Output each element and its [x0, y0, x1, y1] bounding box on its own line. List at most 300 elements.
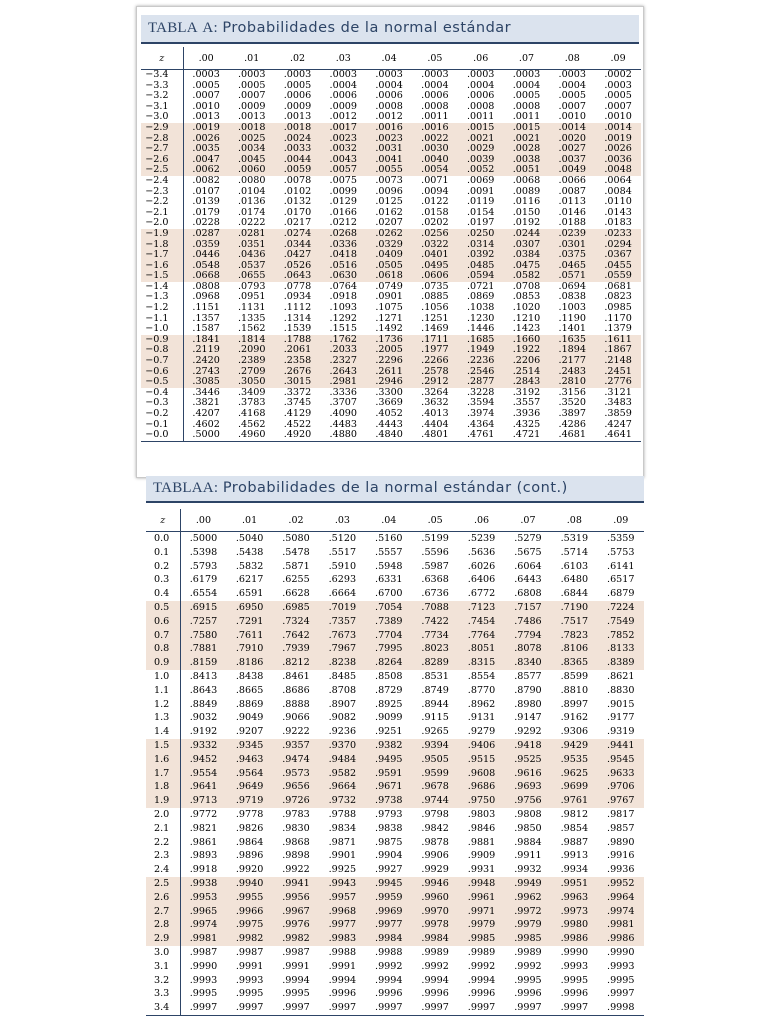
table-row [146, 546, 644, 560]
probability-cell: .3783 [237, 397, 266, 409]
probability-cell: .9993 [189, 974, 218, 986]
probability-cell: .0059 [275, 165, 321, 176]
z-value-cell: −3.0 [141, 112, 183, 123]
z-value-cell: 3.1 [146, 960, 180, 974]
probability-cell: .8869 [235, 698, 264, 710]
probability-cell: .9925 [328, 864, 357, 876]
probability-cell: .6443 [514, 574, 542, 586]
z-value-cell: −1.5 [141, 271, 183, 282]
probability-cell: .1292 [329, 312, 358, 324]
probability-cell: .6915 [180, 601, 226, 615]
column-header: .01 [226, 509, 272, 532]
probability-cell: .2420 [183, 356, 229, 367]
probability-cell: .0418 [320, 250, 366, 261]
probability-cell: .9977 [366, 918, 412, 932]
probability-cell: .2643 [320, 367, 366, 378]
probability-cell: .3520 [558, 397, 586, 409]
probability-cell: .0244 [504, 229, 550, 240]
probability-cell: .0985 [604, 302, 632, 314]
probability-cell: .7580 [180, 629, 226, 643]
probability-cell: .9969 [366, 905, 412, 919]
probability-cell: .7454 [458, 615, 504, 629]
probability-cell: .4286 [558, 418, 586, 430]
probability-cell: .8577 [514, 670, 542, 682]
probability-cell: .9991 [282, 960, 310, 972]
z-value-cell: 2.5 [146, 877, 180, 891]
table-row [146, 822, 644, 836]
probability-cell: .6985 [273, 601, 319, 615]
table-row [146, 684, 644, 698]
probability-cell: .8944 [421, 698, 449, 710]
probability-cell: .9406 [458, 739, 504, 753]
z-value-cell: −1.4 [141, 282, 183, 293]
probability-cell: .0030 [412, 144, 458, 155]
probability-cell: .0019 [183, 123, 229, 134]
probability-cell: .0274 [275, 229, 321, 240]
probability-cell: .7939 [273, 642, 319, 656]
table-row [146, 1001, 644, 1015]
z-value-cell: −0.1 [141, 420, 183, 431]
probability-cell: .9991 [235, 960, 264, 972]
probability-cell: .6480 [560, 574, 589, 586]
probability-cell: .9988 [375, 946, 403, 958]
probability-cell: .1190 [558, 312, 586, 324]
probability-cell: .9949 [505, 877, 551, 891]
table-row [146, 560, 644, 574]
probability-cell: .1949 [458, 345, 504, 356]
probability-cell: .0166 [329, 206, 358, 218]
probability-cell: .8186 [226, 656, 272, 670]
probability-cell: .3707 [329, 397, 358, 409]
probability-cell: .7852 [598, 629, 644, 643]
probability-cell: .9965 [180, 905, 226, 919]
probability-cell: .0129 [329, 196, 358, 208]
table-row [146, 987, 644, 1001]
probability-cell: .9131 [467, 712, 496, 724]
probability-cell: .0084 [604, 185, 632, 197]
probability-cell: .1446 [466, 323, 495, 335]
probability-cell: .8531 [421, 670, 449, 682]
column-header: .04 [366, 509, 412, 532]
probability-cell: .8315 [458, 656, 504, 670]
probability-cell: .4562 [237, 418, 266, 430]
probability-cell: .9545 [598, 753, 644, 767]
probability-cell: .9992 [375, 960, 403, 972]
probability-cell: .0007 [558, 100, 586, 112]
probability-cell: .4052 [375, 408, 403, 419]
probability-cell: .0643 [275, 271, 321, 282]
probability-cell: .1711 [412, 335, 458, 346]
probability-cell: .7389 [366, 615, 412, 629]
probability-cell: .9370 [319, 739, 365, 753]
probability-cell: .0808 [192, 280, 220, 292]
probability-cell: .1515 [329, 323, 358, 335]
probability-cell: .9633 [598, 767, 644, 781]
probability-cell: .8554 [467, 670, 496, 682]
probability-cell: .0031 [366, 144, 412, 155]
probability-cell: .9812 [560, 808, 589, 820]
probability-cell: .4483 [329, 418, 358, 430]
probability-cell: .3156 [558, 386, 586, 398]
probability-cell: .9996 [560, 988, 589, 1000]
probability-cell: .9177 [607, 712, 635, 724]
z-value-cell: 3.0 [146, 946, 180, 960]
probability-cell: .9909 [467, 850, 496, 862]
z-value-cell: 1.7 [146, 767, 180, 781]
probability-cell: .9971 [458, 905, 504, 919]
probability-cell: .8888 [282, 698, 310, 710]
probability-cell: .4721 [504, 430, 550, 441]
probability-cell: .2296 [366, 356, 412, 367]
probability-cell: .6517 [607, 574, 635, 586]
probability-cell: .0039 [458, 155, 504, 166]
probability-cell: .9997 [366, 1001, 412, 1015]
column-header: .06 [458, 509, 504, 532]
probability-cell: .0158 [421, 206, 449, 218]
probability-cell: .8980 [514, 698, 542, 710]
probability-cell: .0409 [366, 250, 412, 261]
probability-cell: .5438 [235, 546, 264, 558]
probability-cell: .5987 [421, 560, 449, 572]
probability-cell: .9761 [551, 794, 597, 808]
probability-cell: .2206 [504, 356, 550, 367]
table-a-title-text: Probabilidades de la normal estándar [222, 20, 512, 36]
probability-cell: .8238 [319, 656, 365, 670]
probability-cell: .3228 [466, 386, 495, 398]
z-value-cell: −1.1 [141, 314, 183, 325]
probability-cell: .0436 [229, 250, 275, 261]
probability-cell: .8389 [598, 656, 644, 670]
table-row [146, 808, 644, 822]
probability-cell: .8907 [328, 698, 357, 710]
probability-cell: .1788 [275, 335, 321, 346]
probability-cell: .9306 [560, 726, 589, 738]
probability-cell: .0047 [183, 155, 229, 166]
probability-cell: .7088 [412, 601, 458, 615]
probability-cell: .0281 [229, 229, 275, 240]
table-a [141, 47, 641, 442]
probability-cell: .9861 [189, 836, 218, 848]
probability-cell: .6406 [467, 574, 496, 586]
table-a-title-letter: A: [202, 20, 218, 36]
probability-cell: .0495 [412, 261, 458, 272]
probability-cell: .9878 [421, 836, 449, 848]
z-value-cell: −0.5 [141, 377, 183, 388]
probability-cell: .2514 [504, 367, 550, 378]
probability-cell: .0125 [375, 196, 403, 208]
probability-cell: .8133 [598, 642, 644, 656]
probability-cell: .0013 [283, 111, 312, 123]
probability-cell: .2676 [275, 367, 321, 378]
probability-cell: .1660 [504, 335, 550, 346]
probability-cell: .7324 [273, 615, 319, 629]
probability-cell: .9996 [514, 988, 542, 1000]
probability-cell: .9817 [607, 808, 635, 820]
probability-cell: .4090 [329, 408, 358, 419]
probability-cell: .9582 [319, 767, 365, 781]
z-value-cell: 3.3 [146, 987, 180, 1001]
z-value-cell: −1.0 [141, 324, 183, 335]
probability-cell: .8508 [375, 670, 403, 682]
probability-cell: .0011 [512, 111, 541, 123]
probability-cell: .3483 [604, 397, 632, 409]
probability-cell: .8340 [505, 656, 551, 670]
probability-cell: .0287 [183, 229, 229, 240]
probability-cell: .9996 [328, 988, 357, 1000]
probability-cell: .5040 [235, 533, 264, 544]
probability-cell: .0003 [237, 69, 266, 80]
probability-cell: .1922 [504, 345, 550, 356]
probability-cell: .0934 [283, 291, 312, 303]
probability-cell: .9988 [328, 946, 357, 958]
probability-cell: .0006 [421, 90, 449, 102]
probability-cell: .9916 [607, 850, 635, 862]
probability-cell: .0007 [237, 90, 266, 102]
probability-cell: .0202 [421, 217, 449, 229]
probability-cell: .3264 [421, 386, 449, 398]
probability-cell: .9945 [366, 877, 412, 891]
probability-cell: .9686 [458, 780, 504, 794]
probability-cell: .8599 [560, 670, 589, 682]
probability-cell: .9994 [375, 974, 403, 986]
probability-cell: .0052 [458, 165, 504, 176]
probability-cell: .3897 [558, 408, 586, 419]
probability-cell: .2546 [458, 367, 504, 378]
probability-cell: .9934 [560, 864, 589, 876]
probability-cell: .0170 [283, 206, 312, 218]
probability-cell: .9525 [505, 753, 551, 767]
table-row [146, 587, 644, 601]
probability-cell: .4681 [549, 430, 595, 441]
probability-cell: .8925 [375, 698, 403, 710]
probability-cell: .0040 [412, 155, 458, 166]
z-value-cell: −2.7 [141, 144, 183, 155]
probability-cell: .0005 [237, 79, 266, 91]
probability-cell: .0668 [183, 271, 229, 282]
probability-cell: .8159 [180, 656, 226, 670]
probability-cell: .9995 [607, 974, 635, 986]
probability-cell: .9948 [458, 877, 504, 891]
probability-cell: .0606 [412, 271, 458, 282]
probability-cell: .9896 [235, 850, 264, 862]
probability-cell: .9699 [551, 780, 597, 794]
probability-cell: .0367 [595, 250, 641, 261]
probability-cell: .6217 [235, 574, 264, 586]
probability-cell: .0003 [466, 69, 495, 80]
probability-cell: .9641 [180, 780, 226, 794]
probability-cell: .7673 [319, 629, 365, 643]
probability-cell: .7224 [598, 601, 644, 615]
probability-cell: .1401 [558, 323, 586, 335]
probability-cell: .9980 [551, 918, 597, 932]
probability-cell: .7794 [505, 629, 551, 643]
probability-cell: .0010 [192, 100, 220, 112]
probability-cell: .2743 [183, 367, 229, 378]
probability-cell: .2981 [320, 377, 366, 388]
column-header: .03 [319, 509, 365, 532]
probability-cell: .7291 [226, 615, 272, 629]
z-value-cell: −3.2 [141, 91, 183, 102]
z-value-cell: 2.1 [146, 822, 180, 836]
probability-cell: .7611 [226, 629, 272, 643]
probability-cell: .0002 [604, 69, 632, 80]
probability-cell: .9976 [273, 918, 319, 932]
probability-cell: .9982 [273, 932, 319, 946]
probability-cell: .9992 [514, 960, 542, 972]
z-value-cell: 0.4 [146, 587, 180, 601]
probability-cell: .0918 [329, 291, 358, 303]
table-a-cont-body [146, 532, 644, 1016]
probability-cell: .9783 [282, 808, 310, 820]
z-value-cell: −1.6 [141, 261, 183, 272]
probability-cell: .9599 [412, 767, 458, 781]
probability-cell: .0080 [237, 174, 266, 186]
probability-cell: .5000 [189, 533, 218, 544]
probability-cell: .5239 [467, 533, 496, 544]
probability-cell: .0012 [375, 111, 403, 123]
probability-cell: .9943 [319, 877, 365, 891]
probability-cell: .7734 [412, 629, 458, 643]
z-value-cell: 0.1 [146, 546, 180, 560]
probability-cell: .9608 [458, 767, 504, 781]
probability-cell: .3821 [192, 397, 220, 409]
probability-cell: .0013 [192, 111, 220, 123]
probability-cell: .0011 [466, 111, 495, 123]
table-row [146, 656, 644, 670]
probability-cell: .9505 [412, 753, 458, 767]
probability-cell: .9993 [607, 960, 635, 972]
probability-cell: .1003 [558, 302, 586, 314]
column-header: .04 [366, 47, 412, 70]
probability-cell: .6255 [282, 574, 310, 586]
probability-cell: .0018 [275, 123, 321, 134]
probability-cell: .9989 [421, 946, 449, 958]
probability-cell: .0749 [375, 280, 403, 292]
z-value-cell: 0.8 [146, 642, 180, 656]
probability-cell: .3594 [466, 397, 495, 409]
probability-cell: .2709 [229, 367, 275, 378]
probability-cell: .7967 [319, 642, 365, 656]
probability-cell: .8621 [607, 670, 635, 682]
probability-cell: .9990 [560, 946, 589, 958]
column-header: .01 [229, 47, 275, 70]
probability-cell: .2389 [229, 356, 275, 367]
z-value-cell: −0.7 [141, 356, 183, 367]
probability-cell: .5080 [282, 533, 310, 544]
z-value-cell: 2.0 [146, 808, 180, 822]
column-header: .08 [551, 509, 597, 532]
probability-cell: .6064 [514, 560, 542, 572]
probability-cell: .8770 [467, 684, 496, 696]
z-value-cell: −2.4 [141, 176, 183, 187]
probability-cell: .9962 [505, 891, 551, 905]
probability-cell: .9345 [226, 739, 272, 753]
probability-cell: .4129 [283, 408, 312, 419]
table-row [146, 532, 644, 546]
probability-cell: .8438 [235, 670, 264, 682]
probability-cell: .8078 [505, 642, 551, 656]
probability-cell: .9929 [421, 864, 449, 876]
probability-cell: .5948 [375, 560, 403, 572]
probability-cell: .0003 [283, 69, 312, 80]
z-column-header: z [146, 509, 180, 532]
probability-cell: .9973 [551, 905, 597, 919]
probability-cell: .0021 [458, 134, 504, 145]
probability-cell: .4761 [458, 430, 504, 441]
probability-cell: .0043 [320, 155, 366, 166]
probability-cell: .9830 [282, 822, 310, 834]
probability-cell: .0026 [595, 144, 641, 155]
probability-cell: .0102 [283, 185, 312, 197]
probability-cell: .9997 [273, 1001, 319, 1015]
z-value-cell: 0.6 [146, 615, 180, 629]
probability-cell: .9738 [366, 794, 412, 808]
probability-cell: .2033 [320, 345, 366, 356]
probability-cell: .0735 [421, 280, 449, 292]
probability-cell: .1423 [512, 323, 541, 335]
probability-cell: .1131 [237, 302, 266, 314]
probability-cell: .0526 [275, 261, 321, 272]
probability-cell: .7422 [412, 615, 458, 629]
probability-cell: .0537 [229, 261, 275, 272]
probability-cell: .5596 [421, 546, 449, 558]
probability-cell: .5160 [375, 533, 403, 544]
table-a-panel [136, 6, 644, 478]
probability-cell: .0089 [512, 185, 541, 197]
probability-cell: .0005 [192, 79, 220, 91]
probability-cell: .0027 [549, 144, 595, 155]
probability-cell: .9082 [328, 712, 357, 724]
probability-cell: .0006 [283, 90, 312, 102]
probability-cell: .9842 [421, 822, 449, 834]
z-value-cell: −1.7 [141, 250, 183, 261]
probability-cell: .3192 [512, 386, 541, 398]
probability-cell: .4840 [366, 430, 412, 441]
probability-cell: .0026 [183, 134, 229, 145]
probability-cell: .9834 [328, 822, 357, 834]
probability-cell: .0012 [329, 111, 358, 123]
probability-cell: .9649 [226, 780, 272, 794]
probability-cell: .9236 [328, 726, 357, 738]
probability-cell: .2358 [275, 356, 321, 367]
probability-cell: .0014 [595, 123, 641, 134]
probability-cell: .4404 [421, 418, 449, 430]
probability-cell: .9890 [607, 836, 635, 848]
probability-cell: .0034 [229, 144, 275, 155]
column-header: .06 [458, 47, 504, 70]
z-value-cell: 1.5 [146, 739, 180, 753]
probability-cell: .0582 [504, 271, 550, 282]
probability-cell: .9382 [366, 739, 412, 753]
table-row [146, 849, 644, 863]
z-value-cell: 2.7 [146, 905, 180, 919]
probability-cell: .9995 [514, 974, 542, 986]
probability-cell: .2776 [595, 377, 641, 388]
probability-cell: .0401 [412, 250, 458, 261]
probability-cell: .4641 [595, 430, 641, 441]
table-a-cont-title-letter: A: [202, 480, 219, 496]
column-header: .09 [598, 509, 644, 532]
z-value-cell: −2.0 [141, 218, 183, 229]
table-row [146, 670, 644, 684]
probability-cell: .9772 [189, 808, 218, 820]
probability-cell: .0329 [366, 240, 412, 251]
probability-cell: .4602 [192, 418, 220, 430]
probability-cell: .2578 [412, 367, 458, 378]
table-row [146, 698, 644, 712]
probability-cell: .9997 [319, 1001, 365, 1015]
probability-cell: .0392 [458, 250, 504, 261]
